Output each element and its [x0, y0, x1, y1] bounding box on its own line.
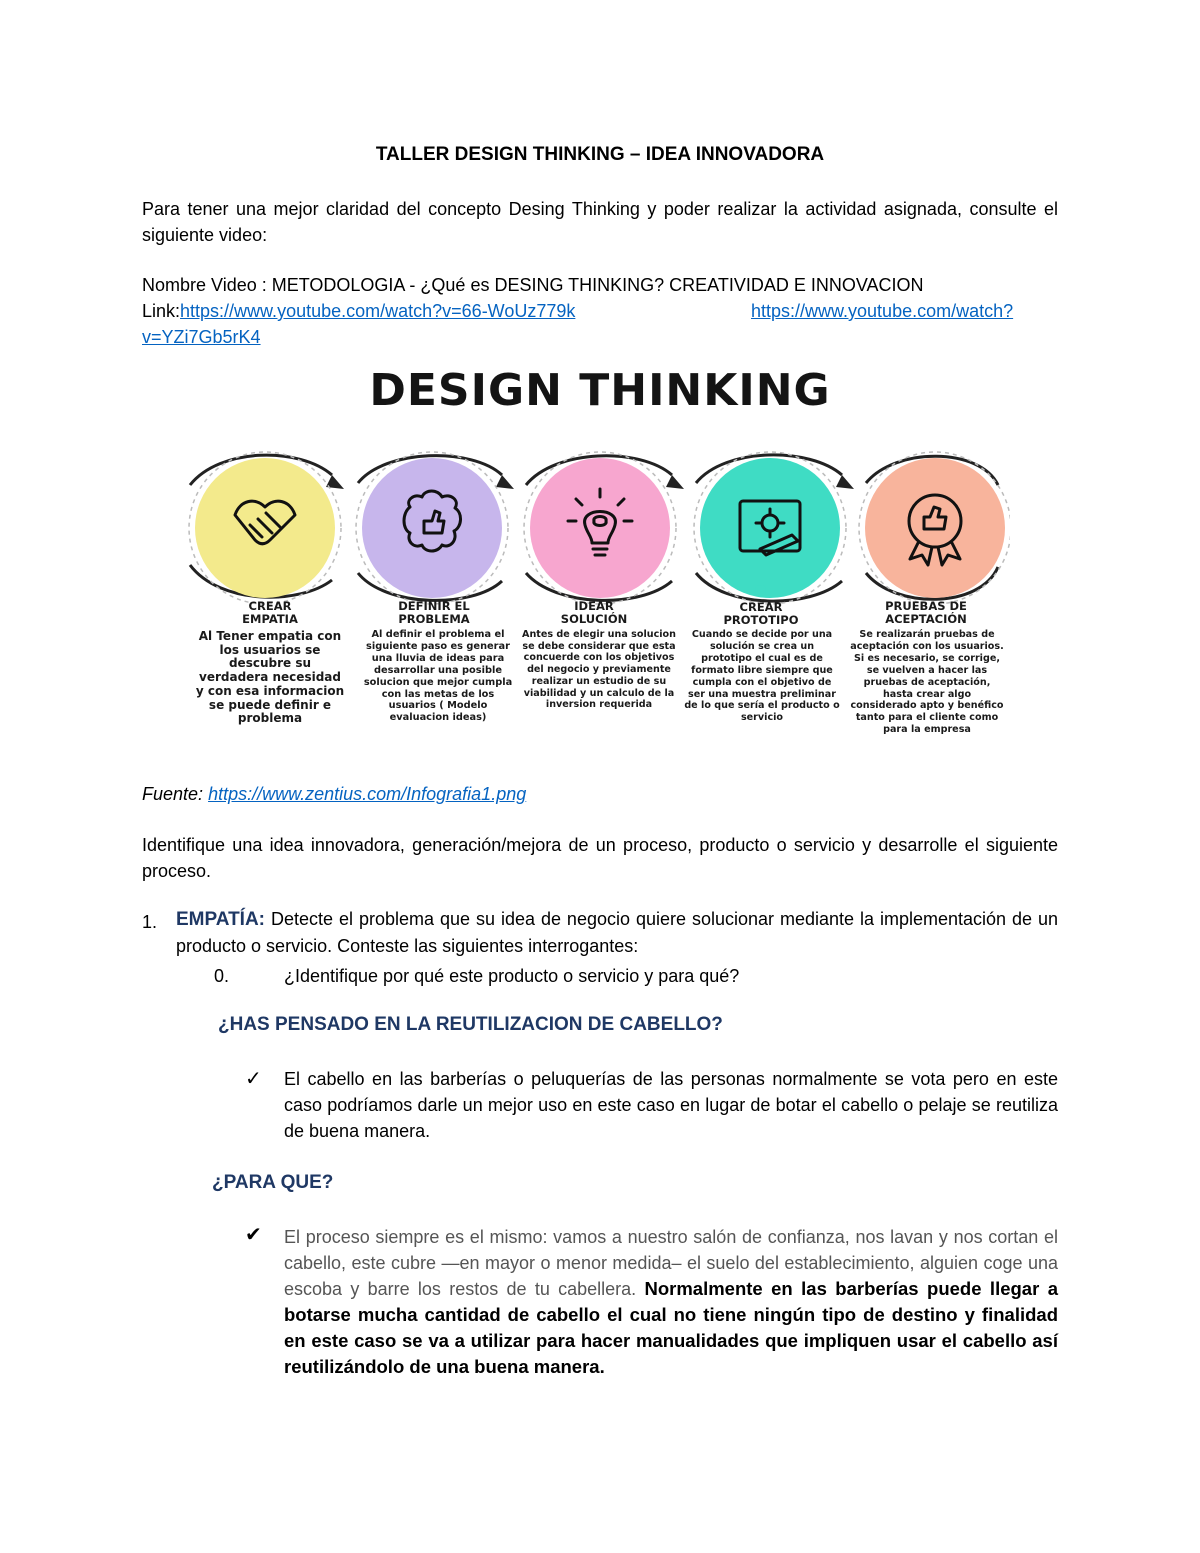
youtube-link-2-continued[interactable]: v=YZi7Gb5rK4	[142, 327, 261, 347]
question-heading-2: ¿PARA QUE?	[212, 1172, 334, 1193]
checkmark-icon: ✔	[245, 1224, 262, 1246]
document-title: TALLER DESIGN THINKING – IDEA INNOVADORA	[375, 144, 825, 165]
arrow-head	[496, 475, 514, 489]
link-label: Link:	[142, 301, 181, 321]
instruction-paragraph: Identifique una idea innovadora, generación/mejora de un proceso, producto o servicio y desarrolle el siguiente proceso.	[142, 835, 1058, 881]
step-heading-prototipo	[686, 601, 836, 627]
answer-1: El cabello en las barberías o peluquerías de las personas normalmente se vota pero en este caso podríamos darle un mejor uso en este caso en lugar de botar el cabello o pelaje se reutiliza de buena manera.	[284, 1069, 1058, 1141]
step-heading-line: CREAR	[248, 599, 292, 613]
answer-2-bold-text: Normalmente en las barberías puede llegar a botarse mucha cantidad de cabello el cual no tiene ningún tipo de destino y finalidad en este caso se va a utilizar para hacer manualidades que impliquen usar el cabello así reutilizándolo de una buena manera.	[284, 1278, 1058, 1377]
step-heading-empatia	[195, 600, 345, 626]
youtube-link-1[interactable]: https://www.youtube.com/watch?v=66-WoUz779k	[180, 301, 576, 321]
sub-question: ¿Identifique por qué este producto o servicio y para qué?	[284, 966, 740, 986]
sub-list-number: 0.	[214, 966, 230, 986]
step-heading-line: EMPATIA	[242, 612, 298, 626]
arrow-head	[836, 475, 854, 489]
step-description-empatia: Al Tener empatia con los usuarios se descubre su verdadera necesidad y con esa informacion se puede definir e problema	[195, 629, 345, 726]
step-heading-line: PROBLEMA	[398, 612, 470, 626]
answer-2-text: El proceso siempre es el mismo: vamos a nuestro salón de confianza, nos lavan y nos cortan el cabello, este cubre —en mayor o menor medida– el suelo del establecimiento, alguien coge una escoba y barre los restos de tu cabellera.	[284, 1227, 1058, 1299]
idear-circle	[530, 458, 670, 598]
list-number: 1.	[142, 912, 158, 932]
step-description-prototipo: Cuando se decide por una solución se crea un prototipo el cual es de formato libre siempre que cumpla con el objetivo de ser una muestra preliminar de lo que sería el producto o servicio	[684, 629, 840, 724]
step-dot	[755, 585, 766, 596]
prototipo-circle	[700, 458, 840, 598]
step-heading-line: ACEPTACIÓN	[885, 612, 967, 626]
infographic-title: DESIGN THINKING	[369, 365, 831, 416]
intro-paragraph: Para tener una mejor claridad del concepto Desing Thinking y poder realizar la actividad asignada, consulte el siguiente video:	[142, 199, 1058, 245]
step-dot	[430, 585, 441, 596]
step-description-idear: Antes de elegir una solucion se debe considerar que esta concuerde con los objetivos del negocio y previamente realizar un estudio de su viabilidad y un calculo de la inversion requerida	[522, 629, 676, 711]
step-description-pruebas: Se realizarán pruebas de aceptación con los usuarios. Si es necesario, se corrige, se vuelven a hacer las pruebas de aceptación, hasta crear algo considerado apto y benéfico tanto para el cliente como para la empresa	[850, 629, 1004, 736]
definir-circle	[362, 458, 502, 598]
source-line	[142, 781, 1058, 807]
step-heading-pruebas	[851, 600, 1001, 626]
question-heading-1: ¿HAS PENSADO EN LA REUTILIZACION DE CABELLO?	[218, 1014, 723, 1035]
step-heading-line: PROTOTIPO	[723, 613, 799, 627]
youtube-link-2-part1-wrap	[751, 298, 1013, 324]
source-link[interactable]: https://www.zentius.com/Infografia1.png	[208, 784, 527, 804]
step-heading-line: IDEAR	[574, 599, 614, 613]
step-dot	[264, 585, 275, 596]
step-heading-idear	[519, 600, 669, 626]
step-dot	[921, 585, 932, 596]
source-label: Fuente:	[142, 784, 204, 804]
step-dot	[593, 585, 604, 596]
empatia-text: Detecte el problema que su idea de negocio quiere solucionar mediante la implementación de un producto o servicio. Conteste las siguientes interrogantes:	[176, 909, 1058, 956]
arrow-head	[666, 475, 684, 489]
step-heading-line: DEFINIR EL	[398, 599, 470, 613]
empatia-item	[176, 906, 1058, 959]
youtube-link-2-part2-wrap	[142, 324, 261, 350]
empatia-label: EMPATÍA:	[176, 909, 266, 930]
youtube-link-2[interactable]: https://www.youtube.com/watch?	[751, 301, 1014, 321]
step-heading-line: PRUEBAS DE	[885, 599, 967, 613]
step-heading-line: CREAR	[739, 600, 783, 614]
step-description-definir: Al definir el problema el siguiente paso es generar una lluvia de ideas para desarrollar una posible solucion que mejor cumpla con las metas de los usuarios ( Modelo evaluacion ideas)	[363, 629, 513, 724]
answer-2	[284, 1224, 1058, 1380]
step-heading-definir	[359, 600, 509, 626]
video-name-line: Nombre Video : METODOLOGIA - ¿Qué es DESING THINKING? CREATIVIDAD E INNOVACION	[142, 275, 924, 295]
checkmark-icon: ✓	[245, 1068, 262, 1090]
step-heading-line: SOLUCIÓN	[560, 612, 628, 626]
